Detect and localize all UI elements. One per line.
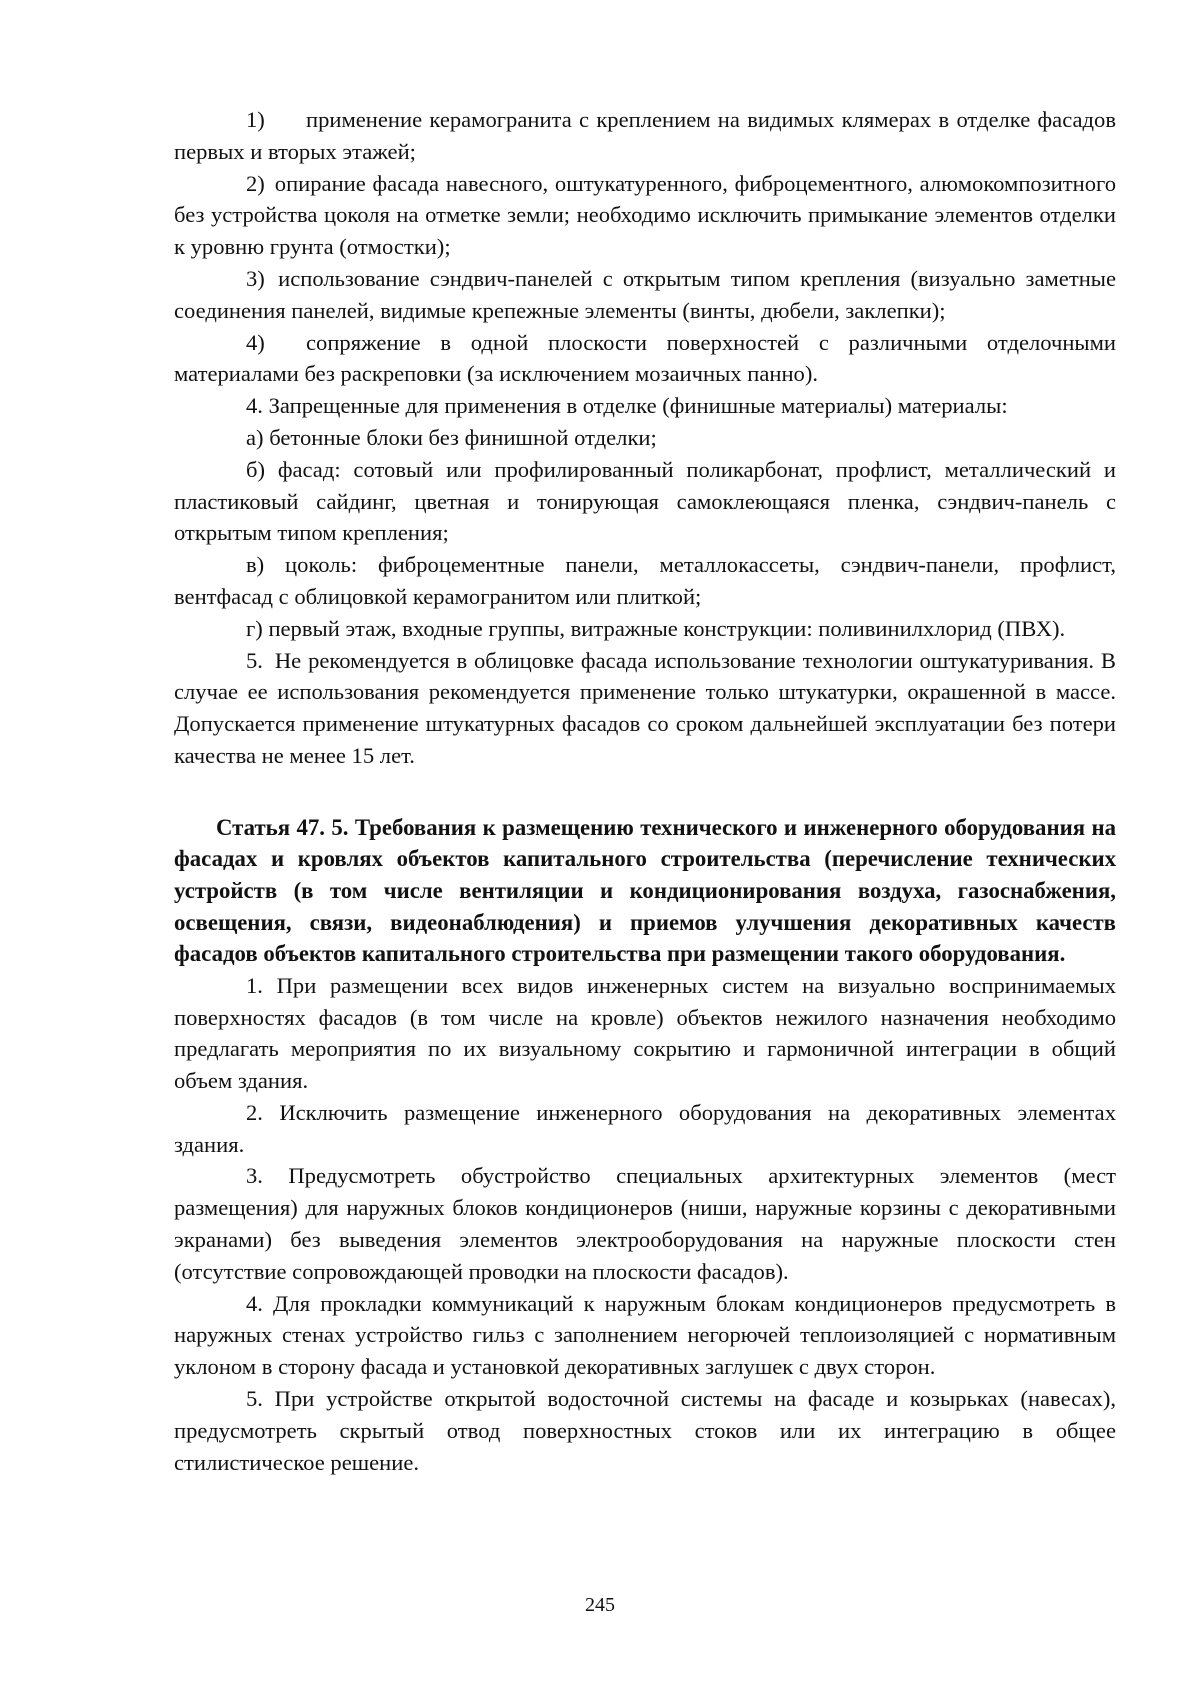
paragraph-item-5 [174,645,1116,772]
list-number: 1) [246,107,265,132]
article-item: 1. При размещении всех видов инженерных систем на визуально воспринимаемых поверхностях фасадов (в том числе на кровле) объектов нежилого назначения необходимо предлагать мероприятия по их визуальному сокрытию и гармоничной интеграции в общий объем здания. [174,972,1116,1094]
list-text: применение керамогранита с креплением на видимых клямерах в отделке фасадов первых и вторых этажей; [174,107,1116,164]
article-item: 4. Для прокладки коммуникаций к наружным блокам кондиционеров предусмотреть в наружных стенах устройство гильз с заполнением негорючей теплоизоляцией с нормативным уклоном в сторону фасада и установкой декоративных заглушек с двух сторон. [174,1290,1116,1380]
list-item: г) первый этаж, входные группы, витражные конструкции: поливинилхлорид (ПВХ). [246,615,1066,641]
list-text: опирание фасада навесного, оштукатуренного, фиброцементного, алюмокомпозитного без устройства цоколя на отметке земли; необходимо исключить примыкание элементов отделки к уровню грунта (отмостки); [174,170,1116,260]
article-item: 5. При устройстве открытой водосточной системы на фасаде и козырьках (навесах), предусмотреть скрытый отвод поверхностных стоков или их интеграцию в общее стилистическое решение. [174,1386,1116,1475]
page-number: 245 [585,1594,615,1616]
list-number: 5. [246,647,263,673]
article-item: 2. Исключить размещение инженерного оборудования на декоративных элементах здания. [174,1099,1116,1157]
list-number: 2) [246,170,265,196]
list-item: б) фасад: сотовый или профилированный поликарбонат, профлист, металлический и пластиковый сайдинг, цветная и тонирующая самоклеющаяся пленка, сэндвич-панель с открытым типом крепления; [174,456,1116,546]
article-item: 3. Предусмотреть обустройство специальных архитектурных элементов (мест размещения) для наружных блоков кондиционеров (ниши, наружные корзины с декоративными экранами) без выведения элементов электрооборудования на наружные плоскости стен (отсутствие сопровождающей проводки на плоскости фасадов). [174,1163,1116,1284]
paragraph-item-4-title: 4. Запрещенные для применения в отделке (финишные материалы) материалы: [246,393,1008,419]
list-item: в) цоколь: фиброцементные панели, металлокассеты, сэндвич-панели, профлист, вентфасад с облицовкой керамогранитом или плиткой; [174,552,1116,609]
list-number: 3) [246,265,265,291]
list-item: а) бетонные блоки без финишной отделки; [246,424,657,450]
list-text: использование сэндвич-панелей с открытым типом крепления (визуально заметные соединения панелей, видимые крепежные элементы (винты, дюбели, заклепки); [174,265,1116,323]
list-item [174,168,1116,263]
list-number: 4) [246,329,265,355]
list-item [174,263,1116,327]
list-text: сопряжение в одной плоскости поверхностей с различными отделочными материалами без раскреповки (за исключением мозаичных панно). [174,329,1116,387]
list-item [174,327,1116,391]
list-text: Не рекомендуется в облицовке фасада использование технологии оштукатуривания. В случае ее использования рекомендуется применение только штукатурки, окрашенной в массе. Допускается применение штукатурных фасадов со сроком дальнейшей эксплуатации без потери качества не менее 15 лет. [174,647,1116,768]
list-item [174,104,1116,168]
article-heading: Статья 47. 5. Требования к размещению технического и инженерного оборудования на фасадах и кровлях объектов капитального строительства (перечисление технических устройств (в том числе вентиляции и кондиционирования воздуха, газоснабжения, освещения, связи, видеонаблюдения) и приемов улучшения декоративных качеств фасадов объектов капитального строительства при размещении такого оборудования. [174,814,1116,967]
document-page [174,104,1116,1478]
